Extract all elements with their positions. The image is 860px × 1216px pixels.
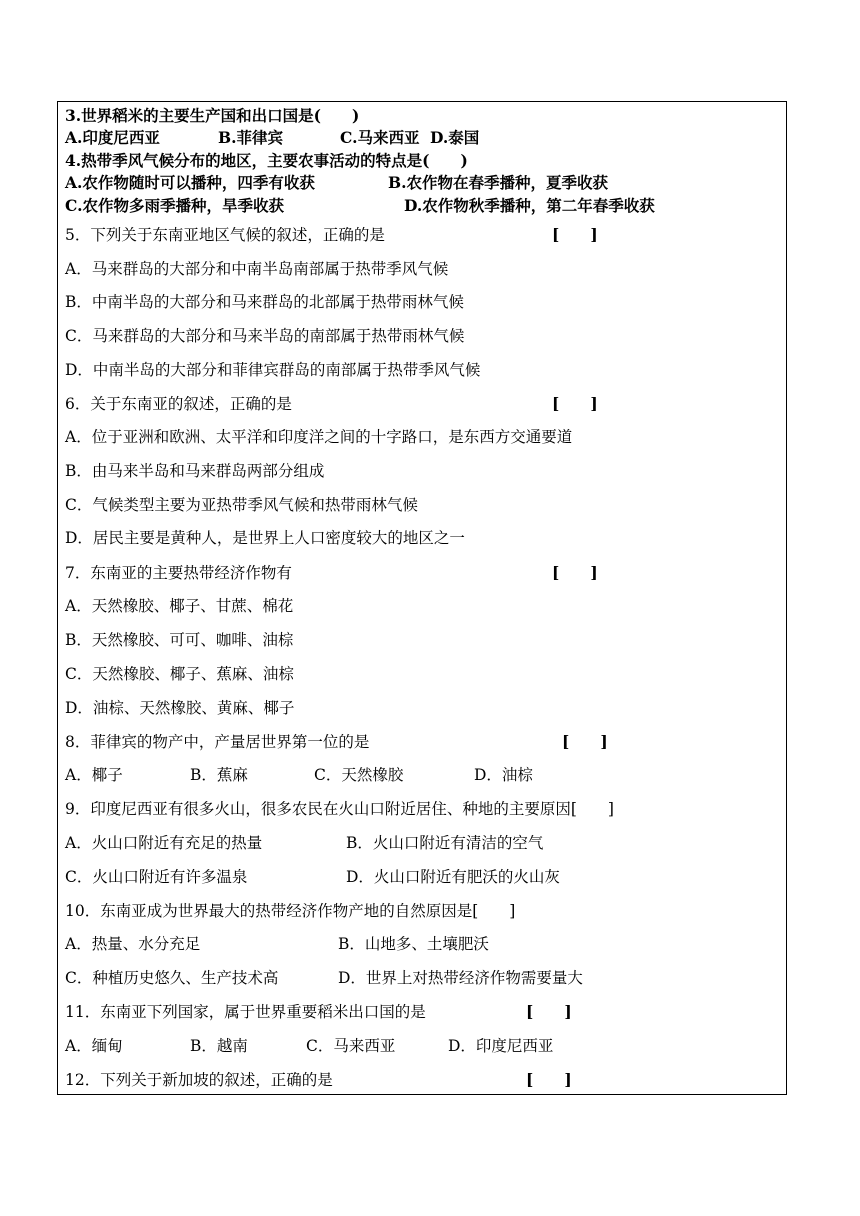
q11-stem: 11．东南亚下列国家，属于世界重要稻米出口国的是 [65,1003,426,1021]
q5-option-a: A．马来群岛的大部分和中南半岛南部属于热带季风气候 [65,260,449,278]
q11-option-a: A．缅甸 [65,1037,123,1055]
q11-option-b: B．越南 [190,1037,248,1055]
q4-option-b: B.农作物在春季播种，夏季收获 [388,173,608,192]
q10-option-d: D．世界上对热带经济作物需要量大 [338,969,583,987]
q6-option-a: A．位于亚洲和欧洲、太平洋和印度洋之间的十字路口，是东西方交通要道 [65,428,573,446]
q7-answer-bracket: [ ] [552,563,598,582]
q4-stem: 4.热带季风气候分布的地区，主要农事活动的特点是( ) [65,151,468,170]
q5-stem: 5．下列关于东南亚地区气候的叙述，正确的是 [65,226,385,244]
q9-option-a: A．火山口附近有充足的热量 [65,834,263,852]
q5-option-c: C．马来群岛的大部分和马来半岛的南部属于热带雨林气候 [65,327,465,345]
q8-option-b: B．蕉麻 [190,766,248,784]
q3-option-a: A.印度尼西亚 [65,128,160,147]
q10-option-a: A．热量、水分充足 [65,935,201,953]
q6-stem: 6．关于东南亚的叙述，正确的是 [65,395,292,413]
q6-answer-bracket: [ ] [552,394,598,413]
q7-option-c: C．天然橡胶、椰子、蕉麻、油棕 [65,665,294,683]
q7-option-b: B．天然橡胶、可可、咖啡、油棕 [65,631,294,649]
q9-option-d: D．火山口附近有肥沃的火山灰 [346,868,560,886]
q12-answer-bracket: [ ] [526,1070,572,1089]
q8-option-d: D．油棕 [474,766,533,784]
q4-option-c: C.农作物多雨季播种，旱季收获 [65,196,284,215]
q8-option-c: C．天然橡胶 [314,766,404,784]
q7-option-a: A．天然橡胶、椰子、甘蔗、棉花 [65,597,294,615]
q8-answer-bracket: [ ] [562,732,608,751]
q6-option-c: C．气候类型主要为亚热带季风气候和热带雨林气候 [65,496,418,514]
q11-answer-bracket: [ ] [526,1002,572,1021]
q7-stem: 7．东南亚的主要热带经济作物有 [65,564,292,582]
q9-stem: 9．印度尼西亚有很多火山，很多农民在火山口附近居住、种地的主要原因[ ] [65,800,614,818]
q9-option-b: B．火山口附近有清洁的空气 [346,834,544,852]
q3-option-c: C.马来西亚 [340,128,420,147]
q3-stem: 3.世界稻米的主要生产国和出口国是( ) [65,106,360,125]
q3-option-d: D.泰国 [430,128,480,147]
q11-option-d: D．印度尼西亚 [448,1037,554,1055]
q4-option-d: D.农作物秋季播种，第二年春季收获 [404,196,655,215]
q7-option-d: D．油棕、天然橡胶、黄麻、椰子 [65,699,295,717]
q10-stem: 10．东南亚成为世界最大的热带经济作物产地的自然原因是[ ] [65,902,516,920]
q12-stem: 12．下列关于新加坡的叙述，正确的是 [65,1071,333,1089]
q11-option-c: C．马来西亚 [306,1037,396,1055]
q10-option-b: B．山地多、土壤肥沃 [338,935,489,953]
q4-option-a: A.农作物随时可以播种，四季有收获 [65,173,315,192]
q6-option-b: B．由马来半岛和马来群岛两部分组成 [65,462,325,480]
q6-option-d: D．居民主要是黄种人，是世界上人口密度较大的地区之一 [65,529,465,547]
q8-option-a: A．椰子 [65,766,123,784]
q8-stem: 8．菲律宾的物产中，产量居世界第一位的是 [65,733,370,751]
q10-option-c: C．种植历史悠久、生产技术高 [65,969,279,987]
q9-option-c: C．火山口附近有许多温泉 [65,868,248,886]
q3-option-b: B.菲律宾 [218,128,283,147]
q5-option-d: D．中南半岛的大部分和菲律宾群岛的南部属于热带季风气候 [65,361,481,379]
q5-answer-bracket: [ ] [552,225,598,244]
q5-option-b: B．中南半岛的大部分和马来群岛的北部属于热带雨林气候 [65,293,464,311]
